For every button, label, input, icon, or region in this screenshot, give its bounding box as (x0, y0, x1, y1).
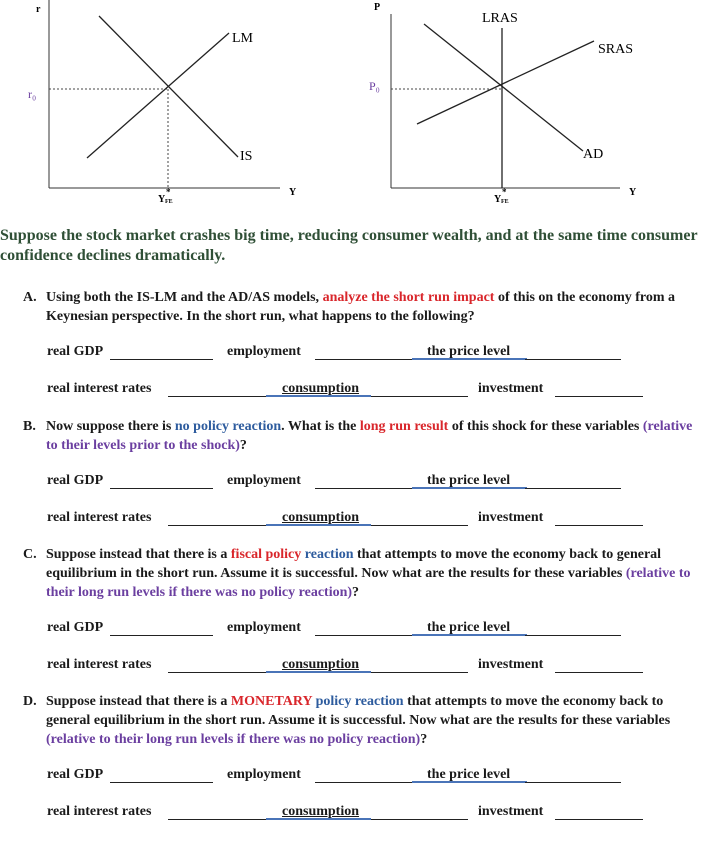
real-interest-rates-blank[interactable] (168, 396, 266, 397)
ad-label: AD (583, 147, 604, 162)
real-interest-rates-label: real interest rates (47, 804, 152, 819)
price-level-blank[interactable] (525, 359, 621, 360)
employment-blank[interactable] (315, 359, 412, 360)
left-x-axis-label: Y (289, 187, 297, 198)
question-d: D. Suppose instead that there is a MONETARY policy reaction that attempts to move the economy back to general equilibrium in the short run. Assume it is successful. Now what are the results for these variables (relative to their long run levels if there was no policy reaction)? (23, 694, 671, 747)
employment-blank[interactable] (315, 635, 412, 636)
investment-blank[interactable] (555, 672, 643, 673)
intro-paragraph: Suppose the stock market crashes big time, reducing consumer wealth, and at the same time consumer confidence declines dramatically. (0, 227, 698, 264)
real-gdp-label: real GDP (47, 767, 104, 782)
question-b: B. Now suppose there is no policy reaction. What is the long run result of this shock for these variables (relative to their levels prior to the shock)? (23, 419, 693, 453)
investment-blank[interactable] (555, 525, 643, 526)
is-label: IS (240, 149, 253, 164)
left-ref-label: r₀ (28, 87, 37, 101)
price-level-label: the price level (427, 344, 511, 359)
consumption-label: consumption (282, 381, 360, 396)
right-ypf-label: Y (494, 194, 502, 205)
real-interest-rates-blank[interactable] (168, 525, 266, 526)
right-x-axis-label: Y (629, 187, 637, 198)
left-ypf-sub: FE (165, 199, 173, 205)
right-ref-label: P₀ (369, 79, 380, 93)
consumption-label: consumption (282, 657, 360, 672)
price-level-blank[interactable] (525, 782, 621, 783)
question-b-letter: B. (23, 419, 36, 434)
lm-label: LM (232, 31, 253, 46)
lras-label: LRAS (482, 11, 518, 26)
employment-label: employment (227, 620, 301, 635)
employment-blank[interactable] (315, 488, 412, 489)
real-interest-rates-label: real interest rates (47, 657, 152, 672)
employment-label: employment (227, 767, 301, 782)
investment-label: investment (478, 510, 544, 525)
consumption-blank[interactable] (371, 396, 468, 397)
sras-curve (417, 41, 594, 124)
real-gdp-blank[interactable] (110, 782, 213, 783)
real-gdp-blank[interactable] (110, 488, 213, 489)
consumption-label: consumption (282, 804, 360, 819)
investment-label: investment (478, 804, 544, 819)
real-interest-rates-blank[interactable] (168, 672, 266, 673)
lm-curve (87, 33, 229, 158)
right-ypf-sup: * (502, 187, 507, 197)
question-c: C. Suppose instead that there is a fiscal policy reaction that attempts to move the economy back to general equilibrium in the short run. Assume it is successful. Now what are the results for these variables (relative to their long run levels if there was no policy reaction)? (23, 547, 691, 600)
price-level-blank[interactable] (525, 488, 621, 489)
price-level-label: the price level (427, 473, 511, 488)
right-y-axis-label: P (374, 2, 381, 13)
consumption-blank[interactable] (371, 525, 468, 526)
sras-label: SRAS (598, 42, 634, 57)
price-level-label: the price level (427, 620, 511, 635)
investment-blank[interactable] (555, 819, 643, 820)
ad-curve (424, 24, 583, 151)
employment-label: employment (227, 473, 301, 488)
left-ypf-sup: * (166, 187, 171, 197)
real-gdp-blank[interactable] (110, 359, 213, 360)
question-a: A. Using both the IS-LM and the AD/AS models, analyze the short run impact of this on the economy from a Keynesian perspective. In the short run, what happens to the following? (23, 290, 676, 324)
question-c-letter: C. (23, 547, 37, 562)
question-d-letter: D. (23, 694, 37, 709)
question-a-letter: A. (23, 290, 37, 305)
question-a-highlight: analyze the short run impact (322, 290, 495, 305)
ad-as-graph (340, 0, 660, 215)
investment-label: investment (478, 381, 544, 396)
real-gdp-label: real GDP (47, 344, 104, 359)
price-level-label: the price level (427, 767, 511, 782)
is-curve (99, 16, 238, 157)
real-interest-rates-label: real interest rates (47, 510, 152, 525)
investment-blank[interactable] (555, 396, 643, 397)
consumption-blank[interactable] (371, 672, 468, 673)
real-gdp-blank[interactable] (110, 635, 213, 636)
right-ypf-sub: FE (501, 199, 509, 205)
real-interest-rates-label: real interest rates (47, 381, 152, 396)
real-gdp-label: real GDP (47, 620, 104, 635)
employment-blank[interactable] (315, 782, 412, 783)
real-interest-rates-blank[interactable] (168, 819, 266, 820)
left-ypf-label: Y (158, 194, 166, 205)
price-level-blank[interactable] (525, 635, 621, 636)
is-lm-graph (0, 0, 320, 215)
left-y-axis-label: r (36, 4, 41, 15)
employment-label: employment (227, 344, 301, 359)
real-gdp-label: real GDP (47, 473, 104, 488)
consumption-blank[interactable] (371, 819, 468, 820)
consumption-label: consumption (282, 510, 360, 525)
investment-label: investment (478, 657, 544, 672)
